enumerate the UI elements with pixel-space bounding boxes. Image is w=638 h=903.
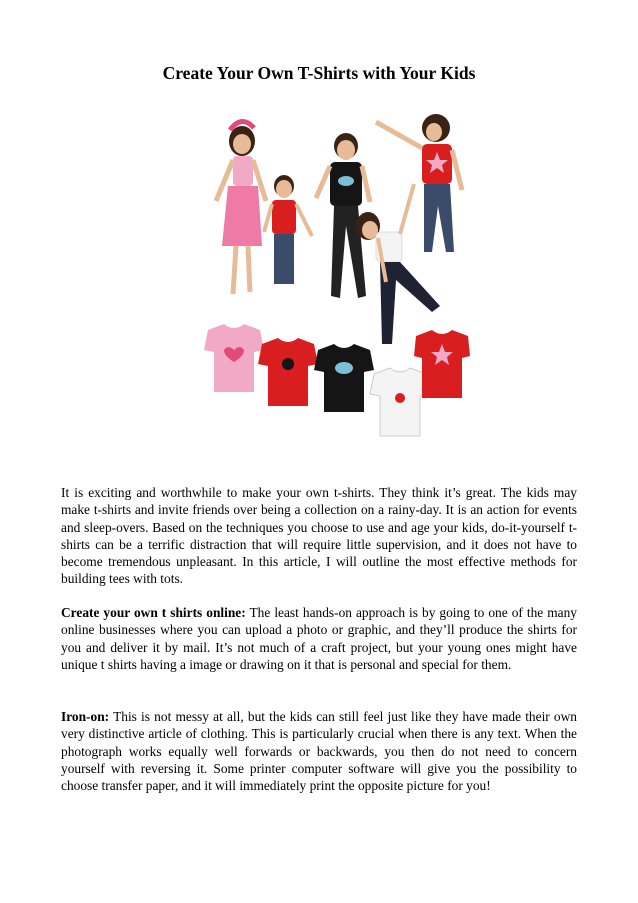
girl-red-star-figure [376,114,462,252]
paragraph-online [61,604,577,673]
tshirt-pink [204,324,264,392]
tshirt-black [314,344,374,412]
paragraph-iron-on-heading: Iron-on: [61,709,110,724]
paragraph-iron-on-text: This is not messy at all, but the kids can still feel just like they have made their own very distinctive article of clothing. This is particularly crucial when there is any text. When the photograph works equally well forwards or backwards, you then do not need to concern yourself with reversing it. Some printer computer software will give you the possibility to choose transfer paper, and it will immediately print the opposite picture for you! [61,709,577,794]
paragraph-iron-on [61,708,577,794]
paragraph-online-heading: Create your own t shirts online: [61,605,246,620]
paragraph-intro-text: It is exciting and worthwhile to make your own t-shirts. They think it’s great. The kids may make t-shirts and invite friends over being a collection on a rainy-day. It is an action for events and sleep-overs. Based on the techniques you choose to use and age your kids, do-it-yourself t-shirts can be a terrific distraction that will require little supervision, and it does not have to become tremendous unpleasant. In this article, I will outline the most effective methods for building tees with tots. [61,485,577,587]
boy-red-figure [264,175,312,284]
tshirt-white [370,368,430,436]
paragraph-intro [61,484,577,588]
paragraph-online-text: The least hands-on approach is by going to one of the many online businesses where you can upload a photo or graphic, and they’ll produce the shirts for you and deliver it by mail. It’s not much of a craft project, but your young ones might have unique t shirts having a image or drawing on it that is personal and special for them. [61,605,577,672]
tshirt-red-star [414,330,470,398]
kids-tshirts-photo [200,106,470,456]
tshirt-red-skull [258,338,318,406]
girl-pink-figure [216,121,266,294]
page-title: Create Your Own T-Shirts with Your Kids [162,63,476,83]
